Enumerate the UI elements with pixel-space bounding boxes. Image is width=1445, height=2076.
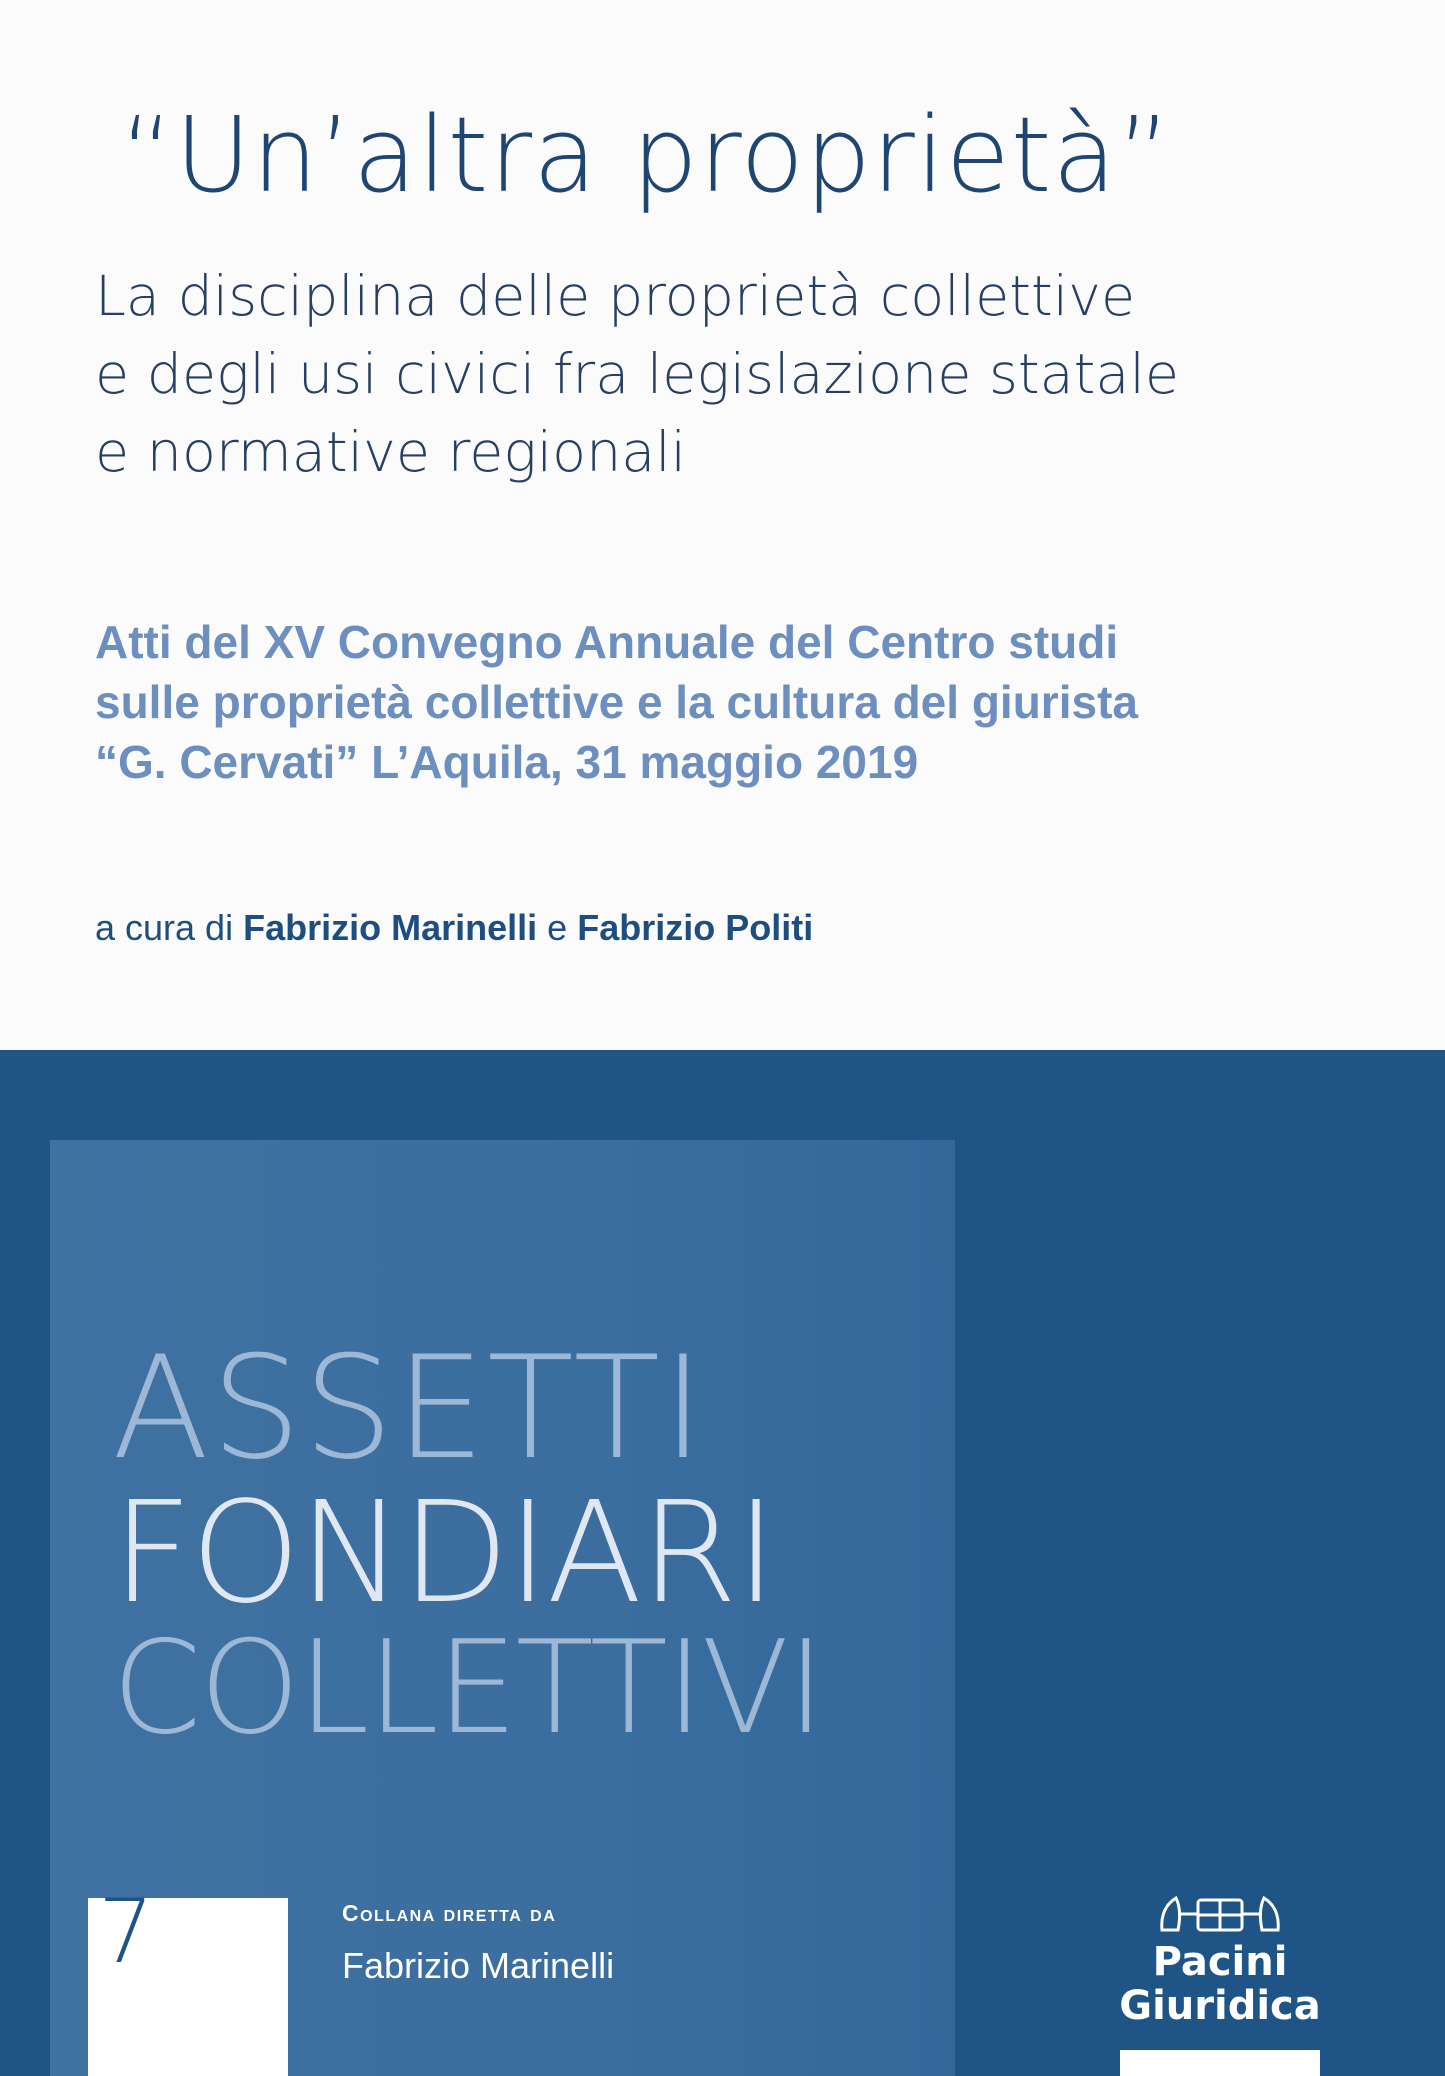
series-title-line: FONDIARI xyxy=(112,1472,775,1635)
collection-director: Fabrizio Marinelli xyxy=(342,1945,615,1986)
editor-name: Fabrizio Marinelli xyxy=(243,907,538,948)
subtitle-line: e normative regionali xyxy=(95,420,687,485)
proceedings-line: Atti del XV Convegno Annuale del Centro studi xyxy=(95,616,1119,668)
editors-prefix: a cura di xyxy=(95,907,234,948)
editor-name: Fabrizio Politi xyxy=(577,907,814,948)
series-title-line: ASSETTI xyxy=(112,1326,706,1491)
publisher-logo-bar xyxy=(1120,2050,1320,2076)
publisher-name-line: Giuridica xyxy=(1119,1983,1321,2029)
publisher-name xyxy=(1110,1940,1330,2028)
publisher-emblem-icon xyxy=(1142,1890,1298,1936)
publisher-name-line: Pacini xyxy=(1152,1939,1288,1985)
book-subtitle xyxy=(95,258,1435,492)
subtitle-line: e degli usi civici fra legislazione statale xyxy=(95,342,1180,407)
proceedings-line: “G. Cervati” L’Aquila, 31 maggio 2019 xyxy=(95,736,919,788)
book-title: “Un’altra proprietà” xyxy=(120,94,1173,216)
publisher-logo xyxy=(1110,1890,1330,2076)
proceedings-info xyxy=(95,612,1435,792)
subtitle-line: La disciplina delle proprietà collettive xyxy=(95,264,1136,329)
collection-label: Collana diretta da xyxy=(342,1900,557,1926)
series-title-line: COLLETTIVI xyxy=(112,1614,823,1763)
editors-line xyxy=(95,905,1395,951)
volume-number: 7 xyxy=(98,1880,154,1983)
proceedings-line: sulle proprietà collettive e la cultura del giurista xyxy=(95,676,1138,728)
editors-joiner: e xyxy=(547,907,568,948)
